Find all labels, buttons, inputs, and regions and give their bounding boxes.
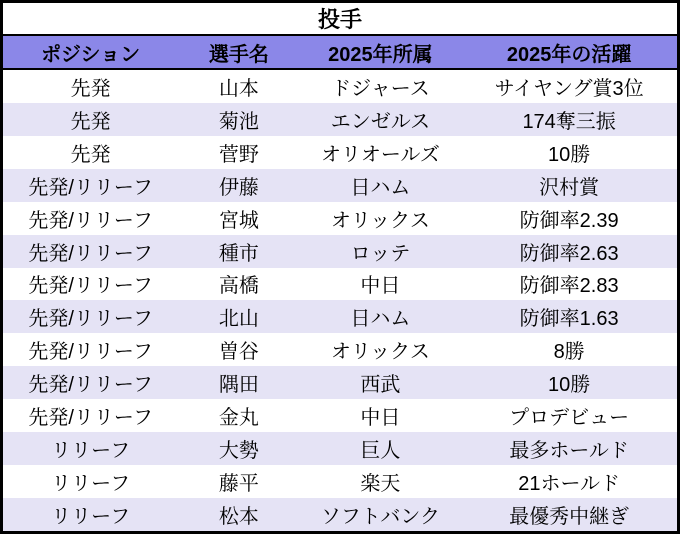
table-cell: 西武 xyxy=(360,374,401,397)
table-cell: エンゼルス xyxy=(330,110,431,133)
table-title: 投手 xyxy=(3,3,677,36)
table-cell: 先発/リリーフ xyxy=(28,374,153,397)
table-cell: 174奪三振 xyxy=(522,110,616,133)
table-row xyxy=(3,366,677,399)
table-cell: 高橋 xyxy=(218,275,259,298)
table-cell: 10勝 xyxy=(548,143,591,166)
table-cell: 藤平 xyxy=(218,473,259,496)
table-cell: 楽天 xyxy=(360,473,401,496)
table-cell: 種市 xyxy=(218,242,259,265)
table-cell: 防御率2.83 xyxy=(519,275,619,298)
table-cell: 防御率2.39 xyxy=(519,209,619,232)
column-header: 2025年所属 xyxy=(328,43,433,66)
table-cell: プロデビュー xyxy=(509,407,630,430)
column-header: ポジション xyxy=(41,43,141,66)
table-cell: 先発/リリーフ xyxy=(28,275,153,298)
table-row xyxy=(3,432,677,465)
table-cell: オリックス xyxy=(330,341,430,364)
table-cell: 先発 xyxy=(70,77,111,100)
table-cell: 曽谷 xyxy=(218,341,259,364)
table-cell: 先発/リリーフ xyxy=(28,176,153,199)
table-cell: 先発/リリーフ xyxy=(28,407,153,430)
table-row xyxy=(3,498,677,531)
table-cell: 10勝 xyxy=(548,374,591,397)
table-cell: 菅野 xyxy=(218,143,259,166)
table-row xyxy=(3,235,677,268)
table-row xyxy=(3,103,677,136)
table-header-row xyxy=(3,36,677,70)
table-cell: 日ハム xyxy=(350,176,411,199)
table-cell: 菊池 xyxy=(218,110,259,133)
column-header: 2025年の活躍 xyxy=(506,43,632,66)
table-cell: 巨人 xyxy=(360,440,401,463)
table-cell: リリーフ xyxy=(51,473,131,496)
table-cell: 防御率1.63 xyxy=(519,308,619,331)
table-cell: リリーフ xyxy=(51,505,131,528)
table-cell: リリーフ xyxy=(51,440,131,463)
table-cell: 防御率2.63 xyxy=(519,242,619,265)
table-cell: 先発/リリーフ xyxy=(28,308,153,331)
table-cell: オリオールズ xyxy=(321,143,440,166)
table-cell: ロッテ xyxy=(350,242,411,265)
table-row xyxy=(3,300,677,333)
table-row xyxy=(3,202,677,235)
table-cell: ドジャース xyxy=(331,77,430,100)
table-row xyxy=(3,136,677,169)
table-cell: 大勢 xyxy=(218,440,259,463)
table-cell: 先発 xyxy=(70,143,111,166)
table-row xyxy=(3,70,677,103)
table-row xyxy=(3,333,677,366)
table-cell: 先発/リリーフ xyxy=(28,242,153,265)
table-body xyxy=(3,70,677,531)
table-cell: 松本 xyxy=(218,505,259,528)
table-cell: 北山 xyxy=(218,308,259,331)
table-cell: 宮城 xyxy=(218,209,259,232)
table-row xyxy=(3,268,677,301)
table-cell: 伊藤 xyxy=(218,176,259,199)
table-row xyxy=(3,465,677,498)
table-cell: オリックス xyxy=(330,209,430,232)
table-cell: 中日 xyxy=(360,275,401,298)
table-cell: ソフトバンク xyxy=(320,505,441,528)
table-row xyxy=(3,399,677,432)
table-cell: 最多ホールド xyxy=(509,440,629,463)
table-cell: 日ハム xyxy=(350,308,411,331)
table-cell: 中日 xyxy=(360,407,401,430)
table-row xyxy=(3,169,677,202)
column-header: 選手名 xyxy=(208,43,269,66)
table-cell: 先発/リリーフ xyxy=(28,209,153,232)
table-cell: 金丸 xyxy=(218,407,259,430)
table-cell: 21ホールド xyxy=(518,473,621,496)
table-cell: 最優秀中継ぎ xyxy=(509,505,630,528)
table-cell: 山本 xyxy=(218,77,259,100)
table-cell: 先発/リリーフ xyxy=(28,341,153,364)
table-cell: 隅田 xyxy=(218,374,259,397)
table-cell: サイヤング賞3位 xyxy=(494,77,644,100)
table-cell: 先発 xyxy=(70,110,111,133)
table-cell: 8勝 xyxy=(553,341,585,364)
table-cell: 沢村賞 xyxy=(539,176,600,199)
